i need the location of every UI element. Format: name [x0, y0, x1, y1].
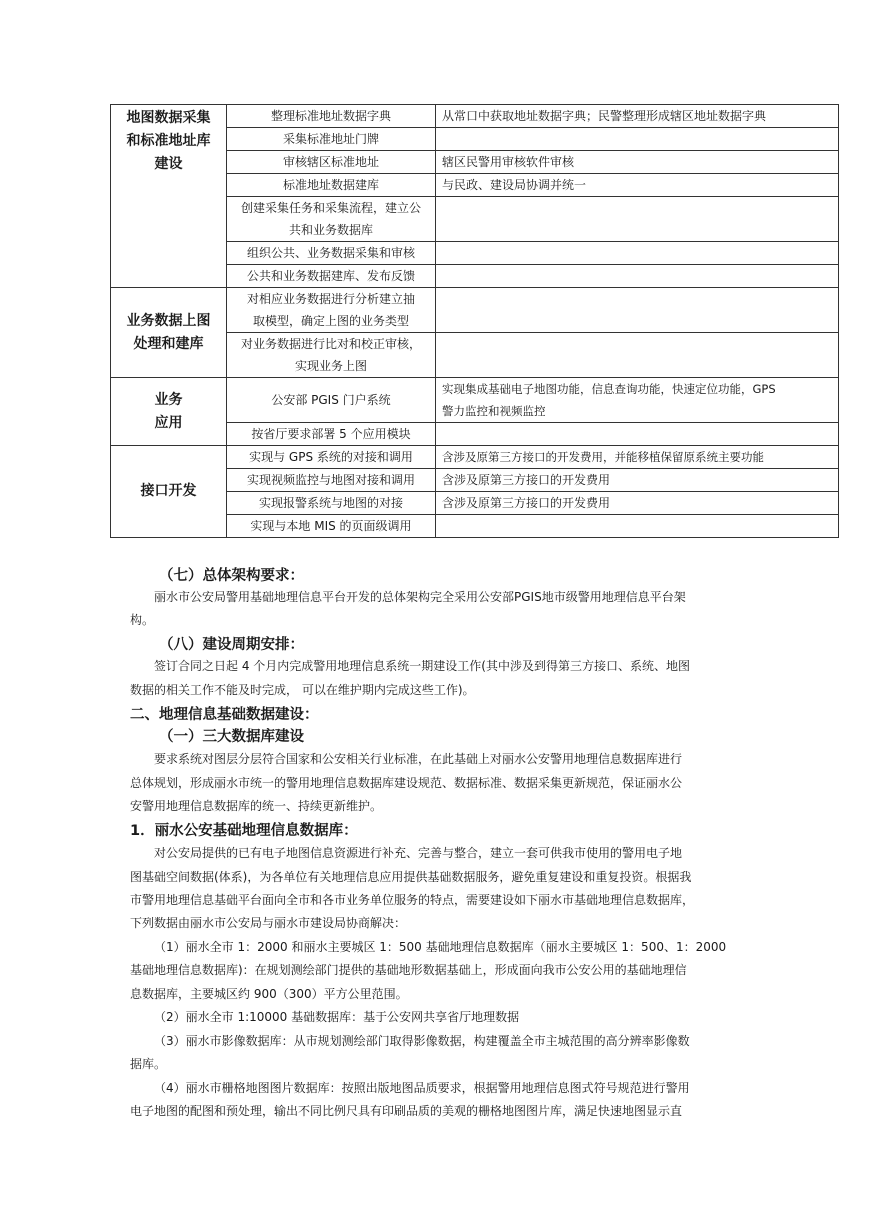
task-cell: 整理标准地址数据字典 — [227, 105, 436, 128]
note-cell — [436, 265, 839, 288]
note-cell — [436, 288, 839, 333]
table-row — [111, 446, 839, 469]
note-cell — [436, 242, 839, 265]
note-cell: 与民政、建设局协调并统一 — [436, 174, 839, 197]
section-7-paragraph-line: 构。 — [130, 613, 155, 627]
task-cell: 标准地址数据建库 — [227, 174, 436, 197]
note-cell: 含涉及原第三方接口的开发费用 — [436, 492, 839, 515]
task-cell: 创建采集任务和采集流程，建立公 共和业务数据库 — [227, 197, 436, 242]
section-7-heading: （七）总体架构要求： — [159, 568, 304, 584]
section-7-paragraph-line: 丽水市公安局警用基础地理信息平台开发的总体架构完全采用公安部PGIS地市级警用地理信息平台架 — [154, 590, 686, 604]
list-item-line: 基础地理信息数据库)：在规划测绘部门提供的基础地形数据基础上，形成面向我市公安公用的基础地理信 — [130, 963, 687, 977]
note-cell — [436, 333, 839, 378]
section-8-paragraph-line: 数据的相关工作不能及时完成， 可以在维护期内完成这些工作)。 — [130, 683, 475, 697]
list-item-line: （4）丽水市栅格地图图片数据库：按照出版地图品质要求，根据警用地理信息图式符号规范进行警用 — [154, 1081, 690, 1095]
task-cell: 按省厅要求部署 5 个应用模块 — [227, 423, 436, 446]
table-row — [111, 378, 839, 423]
category-cell: 地图数据采集 和标准地址库 建设 — [111, 105, 227, 288]
section-8-heading: （八）建设周期安排： — [159, 637, 304, 653]
list-item-line: （1）丽水全市 1：2000 和丽水主要城区 1：500 基础地理信息数据库（丽水主要城区 1：500、1：2000 — [154, 940, 727, 954]
table-row — [111, 288, 839, 333]
task-cell: 审核辖区标准地址 — [227, 151, 436, 174]
paragraph-line: 下列数据由丽水市公安局与丽水市建设局协商解决： — [130, 916, 407, 930]
list-item-line: 息数据库，主要城区约 900（300）平方公里范围。 — [130, 987, 408, 1001]
task-cell: 采集标准地址门牌 — [227, 128, 436, 151]
table-row — [111, 105, 839, 128]
list-item-line: （3）丽水市影像数据库：从市规划测绘部门取得影像数据，构建覆盖全市主城范围的高分辨率影像数 — [154, 1034, 690, 1048]
task-cell: 公共和业务数据建库、发布反馈 — [227, 265, 436, 288]
task-cell: 实现与 GPS 系统的对接和调用 — [227, 446, 436, 469]
paragraph-line: 图基础空间数据(体系)，为各单位有关地理信息应用提供基础数据服务，避免重复建设和重复投资。根据我 — [130, 870, 692, 884]
note-cell: 辖区民警用审核软件审核 — [436, 151, 839, 174]
database-heading: 1．丽水公安基础地理信息数据库： — [130, 823, 358, 839]
task-cell: 实现报警系统与地图的对接 — [227, 492, 436, 515]
category-cell: 接口开发 — [111, 446, 227, 538]
paragraph-line: 总体规划，形成丽水市统一的警用地理信息数据库建设规范、数据标准、数据采集更新规范，保证丽水公 — [130, 776, 683, 790]
part-2-heading: 二、地理信息基础数据建设： — [130, 707, 319, 723]
note-cell: 从常口中获取地址数据字典；民警整理形成辖区地址数据字典 — [436, 105, 839, 128]
project-task-table — [110, 104, 839, 538]
subsection-heading: （一）三大数据库建设 — [159, 729, 304, 745]
note-cell: 实现集成基础电子地图功能，信息查询功能，快速定位功能，GPS 警力监控和视频监控 — [436, 378, 839, 423]
note-cell — [436, 423, 839, 446]
paragraph-line: 要求系统对图层分层符合国家和公安相关行业标准，在此基础上对丽水公安警用地理信息数据库进行 — [154, 752, 683, 766]
note-cell — [436, 515, 839, 538]
note-cell — [436, 197, 839, 242]
task-cell: 组织公共、业务数据采集和审核 — [227, 242, 436, 265]
section-8-paragraph-line: 签订合同之日起 4 个月内完成警用地理信息系统一期建设工作(其中涉及到得第三方接口、系统、地图 — [154, 659, 690, 673]
task-cell: 对业务数据进行比对和校正审核， 实现业务上图 — [227, 333, 436, 378]
task-cell: 公安部 PGIS 门户系统 — [227, 378, 436, 423]
note-cell: 含涉及原第三方接口的开发费用 — [436, 469, 839, 492]
list-item-line: 电子地图的配图和预处理，输出不同比例尺具有印刷品质的美观的栅格地图图片库，满足快速地图显示直 — [130, 1104, 683, 1118]
task-cell: 实现视频监控与地图对接和调用 — [227, 469, 436, 492]
list-item-line: （2）丽水全市 1:10000 基础数据库：基于公安网共享省厅地理数据 — [154, 1010, 520, 1024]
list-item-line: 据库。 — [130, 1057, 167, 1071]
note-cell — [436, 128, 839, 151]
paragraph-line: 对公安局提供的已有电子地图信息资源进行补充、完善与整合，建立一套可供我市使用的警用电子地 — [154, 846, 683, 860]
paragraph-line: 市警用地理信息基础平台面向全市和各市业务单位服务的特点，需要建设如下丽水市基础地理信息数据库， — [130, 893, 695, 907]
task-cell: 对相应业务数据进行分析建立抽 取模型，确定上图的业务类型 — [227, 288, 436, 333]
category-cell: 业务数据上图 处理和建库 — [111, 288, 227, 378]
category-cell: 业务 应用 — [111, 378, 227, 446]
task-cell: 实现与本地 MIS 的页面级调用 — [227, 515, 436, 538]
paragraph-line: 安警用地理信息数据库的统一、持续更新维护。 — [130, 799, 383, 813]
note-cell: 含涉及原第三方接口的开发费用，并能移植保留原系统主要功能 — [436, 446, 839, 469]
